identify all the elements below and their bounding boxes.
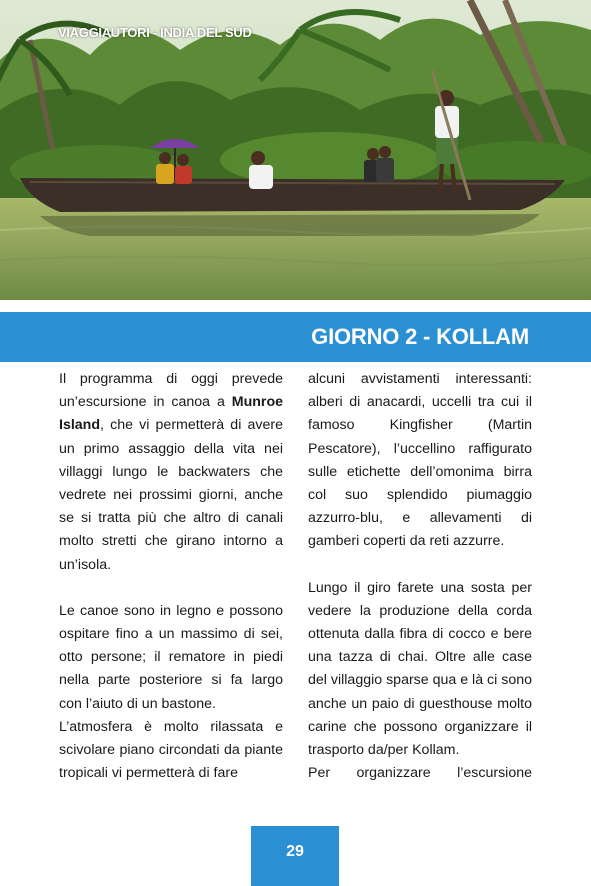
place-name: Munroe Island — [59, 394, 283, 434]
paragraph-text: , che vi permetterà di avere un primo assaggio della vita nei villaggi lungo le backwaters che vedrete nei prossimi giorni, anche se si tratta più che altro di canali molto stretti che girano intorno a un’isola. — [59, 417, 283, 573]
paragraph: alcuni avvistamenti interessanti: alberi di anacardi, uccelli tra cui il famoso Kingfisher (Martin Pescatore), l’uccellino raffigurato sulle etichette dell’omonima birra col suo splendido piumaggio azzurro-blu, e allevamenti di gamberi coperti da reti azzurre. — [308, 371, 532, 550]
text-column-right — [308, 368, 532, 785]
canoe-scene-illustration — [0, 0, 591, 300]
page-number-box — [251, 826, 339, 886]
paragraph: Lungo il giro farete una sosta per vedere la produzione della corda ottenuta dalla fibra di cocco e bere una tazza di chai. Oltre alle case del villaggio sparse qua e là ci sono anche un paio di guesthouse molto carine che possono organizzare il trasporto da/per Kollam. — [308, 579, 532, 759]
cover-photo — [0, 0, 591, 300]
page-number: 29 — [286, 843, 304, 860]
text-column-left — [59, 368, 283, 785]
paragraph: Per organizzare l’escursione — [308, 765, 532, 782]
day-title: GIORNO 2 - KOLLAM — [311, 324, 529, 349]
paragraph — [59, 368, 283, 577]
paragraph: L’atmosfera è molto rilassata e scivolare piano circondati da piante tropicali vi permetterà di fare — [59, 718, 283, 782]
day-banner — [0, 312, 591, 362]
paragraph-text: Il programma di oggi prevede un’escursione in canoa a — [59, 371, 283, 411]
paragraph: Le canoe sono in legno e possono ospitare fino a un massimo di sei, otto persone; il rematore in piedi nella parte posteriore si fa largo con l’aiuto di un bastone. — [59, 602, 283, 712]
series-label: VIAGGIAUTORI - INDIA DEL SUD — [58, 25, 252, 40]
